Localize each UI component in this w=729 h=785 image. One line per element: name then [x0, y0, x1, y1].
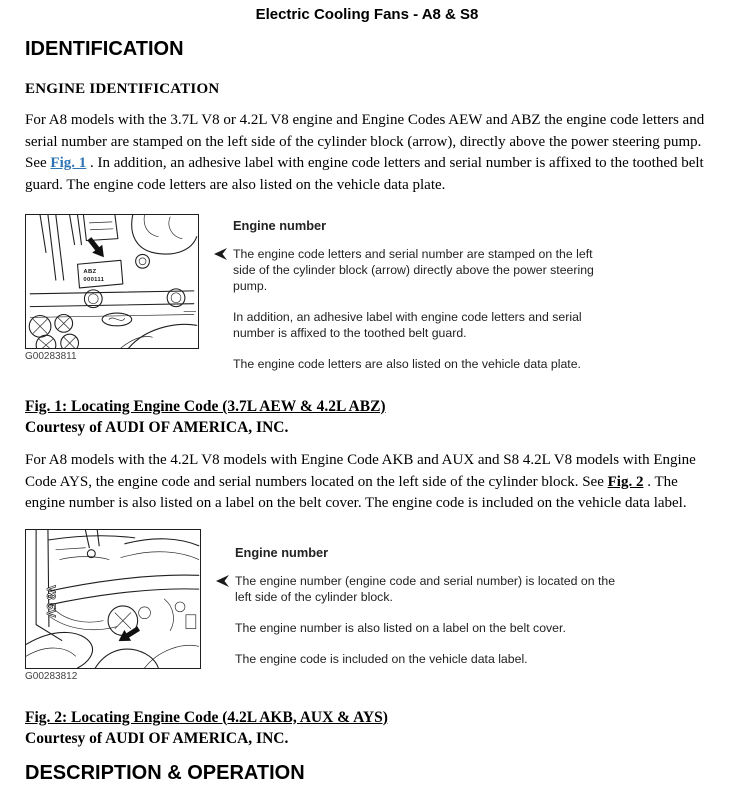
left-arrowhead-icon: [216, 575, 229, 591]
left-arrowhead-icon: [214, 248, 227, 264]
figure1-caption-title: Fig. 1: Locating Engine Code (3.7L AEW & 4.2L ABZ): [25, 398, 386, 415]
section-heading-description-operation: DESCRIPTION & OPERATION: [25, 761, 305, 784]
figure1-callout-item: The engine code letters are also listed on the vehicle data plate.: [233, 357, 581, 371]
figure2-image-box: [25, 529, 201, 683]
figure2-engine-drawing: [25, 529, 201, 669]
screw-icons: [29, 315, 78, 349]
fig2-link[interactable]: Fig. 2: [607, 473, 644, 490]
figure2-image-id-label: G00283812: [25, 670, 78, 682]
figure2-caption: [25, 707, 709, 749]
figure2-callout-title: Engine number: [235, 544, 329, 560]
figure2-callout-item: The engine code is included on the vehicle data label.: [235, 651, 528, 666]
figure1-caption-courtesy: Courtesy of AUDI OF AMERICA, INC.: [25, 419, 289, 436]
figure1-callout-item-text: The engine code letters and serial number are stamped on the left side of the cylinder block (arrow) directly above the power steering pump.: [233, 247, 594, 293]
paragraph-1-text-before: For A8 models with the 3.7L V8 or 4.2L V8 engine and Engine Codes AEW and ABZ the engine code letters and serial number are stamped on the left side of the cylinder block (arrow), directly above the power steering pump. See: [25, 112, 705, 171]
figure1-image-box: [25, 214, 199, 363]
figure1-stamp-serial: 000111: [83, 277, 105, 284]
figure1-pointer-arrow: [84, 235, 109, 262]
subsection-heading-engine-identification: ENGINE IDENTIFICATION: [25, 81, 220, 97]
figure1-callout: [215, 214, 617, 372]
section-heading-identification: IDENTIFICATION: [25, 38, 184, 60]
figure2-engine-cover-marking: V8 5V: [43, 584, 58, 617]
figure2-callout-item: [235, 573, 619, 605]
figure1-callout-item: In addition, an adhesive label with engine code letters and serial number is affixed to the toothed belt guard.: [233, 310, 582, 340]
intro-paragraph-2: [25, 450, 709, 515]
figure2-caption-title: Fig. 2: Locating Engine Code (4.2L AKB, AUX & AYS): [25, 708, 388, 726]
figure2-callout: [217, 529, 619, 667]
figure2-callout-item: The engine number is also listed on a label on the belt cover.: [235, 620, 566, 635]
paragraph-1-text-after: . In addition, an adhesive label with engine code letters and serial number is affixed to the toothed belt guard. The engine code letters are also listed on the vehicle data plate.: [25, 155, 704, 193]
paragraph-2-text-after: . The engine number is also listed on a label on the belt cover. The engine code is included on the vehicle data label.: [25, 473, 687, 511]
figure1-stamp-code: ABZ: [83, 269, 97, 276]
figure1-engine-drawing: [25, 214, 199, 349]
fig1-link[interactable]: Fig. 1: [50, 155, 87, 171]
paragraph-2-text-before: For A8 models with the 4.2L V8 models with Engine Code AKB and AUX and S8 4.2L V8 models with Engine Code AYS, the engine code and serial numbers located on the left side of the cylinder block. See: [25, 452, 696, 490]
page-title: Electric Cooling Fans - A8 & S8: [255, 6, 479, 23]
figure2-block: [25, 529, 709, 683]
figure1-caption: [25, 396, 709, 438]
figure1-callout-item: [233, 246, 617, 294]
figure1-callout-title: Engine number: [233, 218, 327, 233]
figure1-image-id-label: G00283811: [25, 351, 77, 362]
figure2-caption-courtesy: Courtesy of AUDI OF AMERICA, INC.: [25, 729, 289, 747]
figure1-block: [25, 214, 709, 372]
intro-paragraph-1: [25, 110, 709, 196]
figure2-callout-item-text: The engine number (engine code and serial number) is located on the left side of the cylinder block.: [235, 573, 616, 604]
